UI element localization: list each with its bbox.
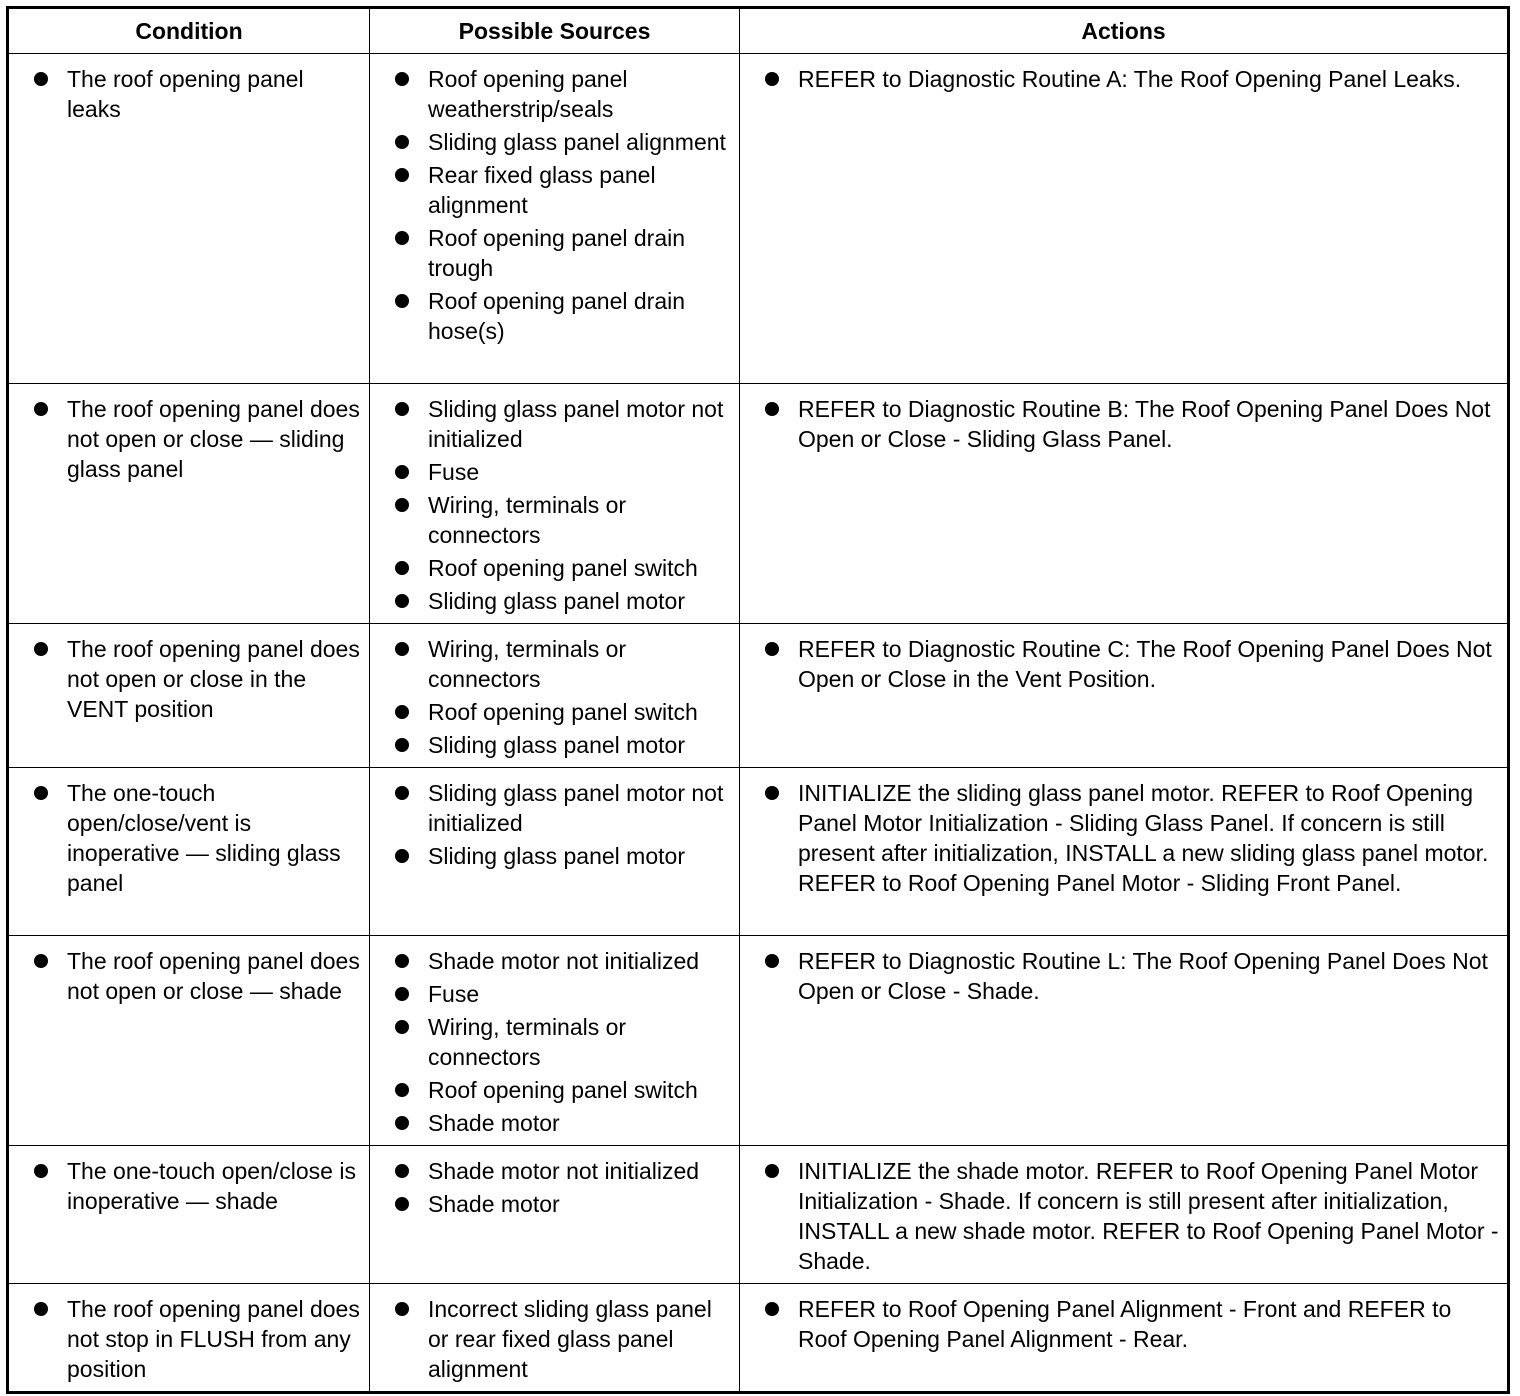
list-item — [392, 730, 731, 760]
source-text: Wiring, terminals or connectors — [428, 636, 627, 692]
source-text: Shade motor — [428, 1110, 560, 1136]
sources-cell — [370, 624, 740, 768]
list-item — [31, 64, 361, 124]
table-row — [8, 54, 1509, 384]
condition-cell — [8, 54, 370, 384]
source-text: Roof opening panel switch — [428, 555, 698, 581]
bullet-icon — [765, 642, 779, 656]
list-item — [392, 490, 731, 550]
source-text: Incorrect sliding glass panel or rear fixed glass panel alignment — [428, 1296, 712, 1382]
list-item — [392, 394, 731, 454]
condition-text: The roof opening panel does not stop in FLUSH from any position — [67, 1296, 360, 1382]
bullet-icon — [395, 786, 409, 800]
bullet-icon — [765, 1164, 779, 1178]
bullet-icon — [34, 402, 48, 416]
bullet-icon — [395, 402, 409, 416]
table-row — [8, 1284, 1509, 1393]
condition-cell — [8, 936, 370, 1146]
action-text: REFER to Diagnostic Routine C: The Roof Opening Panel Does Not Open or Close in the Vent Position. — [798, 636, 1492, 692]
actions-cell — [740, 54, 1509, 384]
source-text: Sliding glass panel motor — [428, 843, 685, 869]
bullet-icon — [34, 1164, 48, 1178]
sources-cell — [370, 1284, 740, 1393]
source-text: Sliding glass panel alignment — [428, 129, 726, 155]
source-text: Wiring, terminals or connectors — [428, 492, 627, 548]
bullet-icon — [765, 402, 779, 416]
source-text: Sliding glass panel motor not initialized — [428, 780, 724, 836]
list-item — [762, 394, 1499, 454]
source-text: Roof opening panel drain trough — [428, 225, 686, 281]
source-text: Shade motor not initialized — [428, 1158, 700, 1184]
list-item — [392, 127, 731, 157]
bullet-icon — [34, 72, 48, 86]
bullet-icon — [395, 1020, 409, 1034]
list-item — [762, 64, 1499, 94]
condition-text: The roof opening panel leaks — [67, 66, 304, 122]
symptom-chart-table — [6, 6, 1510, 1394]
source-text: Sliding glass panel motor — [428, 588, 685, 614]
bullet-icon — [765, 954, 779, 968]
sources-cell — [370, 54, 740, 384]
bullet-icon — [395, 1116, 409, 1130]
bullet-icon — [395, 231, 409, 245]
list-item — [392, 553, 731, 583]
actions-cell — [740, 768, 1509, 936]
list-item — [392, 64, 731, 124]
source-text: Sliding glass panel motor not initialized — [428, 396, 724, 452]
bullet-icon — [395, 561, 409, 575]
bullet-icon — [395, 168, 409, 182]
list-item — [392, 286, 731, 346]
list-item — [762, 946, 1499, 1006]
list-item — [31, 1294, 361, 1384]
list-item — [392, 1156, 731, 1186]
condition-text: The roof opening panel does not open or close — shade — [67, 948, 360, 1004]
list-item — [392, 457, 731, 487]
source-text: Roof opening panel drain hose(s) — [428, 288, 686, 344]
source-text: Roof opening panel switch — [428, 699, 698, 725]
bullet-icon — [395, 954, 409, 968]
actions-cell — [740, 1284, 1509, 1393]
bullet-icon — [395, 498, 409, 512]
bullet-icon — [395, 987, 409, 1001]
list-item — [31, 634, 361, 724]
condition-cell — [8, 1146, 370, 1284]
list-item — [392, 1075, 731, 1105]
bullet-icon — [395, 738, 409, 752]
bullet-icon — [395, 1164, 409, 1178]
list-item — [31, 1156, 361, 1216]
bullet-icon — [395, 1302, 409, 1316]
list-item — [31, 946, 361, 1006]
list-item — [392, 841, 731, 871]
actions-cell — [740, 1146, 1509, 1284]
list-item — [762, 634, 1499, 694]
list-item — [392, 1108, 731, 1138]
source-text: Shade motor not initialized — [428, 948, 700, 974]
list-item — [392, 634, 731, 694]
list-item — [762, 1294, 1499, 1354]
condition-text: The roof opening panel does not open or close in the VENT position — [67, 636, 360, 722]
actions-cell — [740, 624, 1509, 768]
list-item — [392, 979, 731, 1009]
table-row — [8, 624, 1509, 768]
list-item — [762, 1156, 1499, 1276]
sources-cell — [370, 768, 740, 936]
source-text: Rear fixed glass panel alignment — [428, 162, 656, 218]
table-row — [8, 384, 1509, 624]
list-item — [392, 946, 731, 976]
bullet-icon — [395, 705, 409, 719]
sources-header: Possible Sources — [370, 8, 740, 54]
actions-header: Actions — [740, 8, 1509, 54]
bullet-icon — [765, 1302, 779, 1316]
bullet-icon — [395, 72, 409, 86]
bullet-icon — [395, 465, 409, 479]
source-text: Fuse — [428, 459, 480, 485]
list-item — [392, 1189, 731, 1219]
table-row — [8, 936, 1509, 1146]
source-text: Roof opening panel weatherstrip/seals — [428, 66, 628, 122]
table-row — [8, 1146, 1509, 1284]
table-row — [8, 768, 1509, 936]
list-item — [392, 160, 731, 220]
sources-cell — [370, 936, 740, 1146]
actions-cell — [740, 936, 1509, 1146]
bullet-icon — [34, 786, 48, 800]
sources-cell — [370, 1146, 740, 1284]
list-item — [31, 394, 361, 484]
bullet-icon — [765, 72, 779, 86]
source-text: Shade motor — [428, 1191, 560, 1217]
list-item — [31, 778, 361, 898]
action-text: INITIALIZE the shade motor. REFER to Roof Opening Panel Motor Initialization - Shade. If concern is still present after initialization, INSTALL a new shade motor. REFER to Roof Opening Panel Motor - Shade. — [798, 1158, 1499, 1274]
list-item — [392, 586, 731, 616]
list-item — [392, 697, 731, 727]
action-text: REFER to Diagnostic Routine A: The Roof Opening Panel Leaks. — [798, 66, 1462, 92]
source-text: Fuse — [428, 981, 480, 1007]
action-text: REFER to Diagnostic Routine B: The Roof Opening Panel Does Not Open or Close - Sliding Glass Panel. — [798, 396, 1491, 452]
bullet-icon — [395, 1083, 409, 1097]
bullet-icon — [34, 642, 48, 656]
source-text: Wiring, terminals or connectors — [428, 1014, 627, 1070]
sources-cell — [370, 384, 740, 624]
bullet-icon — [395, 1197, 409, 1211]
condition-header: Condition — [8, 8, 370, 54]
bullet-icon — [395, 135, 409, 149]
bullet-icon — [395, 849, 409, 863]
list-item — [392, 223, 731, 283]
bullet-icon — [34, 954, 48, 968]
list-item — [392, 1012, 731, 1072]
bullet-icon — [395, 294, 409, 308]
bullet-icon — [395, 594, 409, 608]
condition-cell — [8, 768, 370, 936]
condition-cell — [8, 624, 370, 768]
action-text: REFER to Roof Opening Panel Alignment - Front and REFER to Roof Opening Panel Alignment - Rear. — [798, 1296, 1452, 1352]
condition-text: The roof opening panel does not open or close — sliding glass panel — [67, 396, 360, 482]
action-text: INITIALIZE the sliding glass panel motor. REFER to Roof Opening Panel Motor Initialization - Sliding Glass Panel. If concern is still present after initialization, INSTALL a new sliding glass panel motor. REFER to Roof Opening Panel Motor - Sliding Front Panel. — [798, 780, 1489, 896]
header-row — [8, 8, 1509, 54]
source-text: Roof opening panel switch — [428, 1077, 698, 1103]
condition-cell — [8, 1284, 370, 1393]
bullet-icon — [765, 786, 779, 800]
source-text: Sliding glass panel motor — [428, 732, 685, 758]
condition-cell — [8, 384, 370, 624]
condition-text: The one-touch open/close is inoperative — shade — [67, 1158, 356, 1214]
bullet-icon — [34, 1302, 48, 1316]
list-item — [762, 778, 1499, 898]
list-item — [392, 1294, 731, 1384]
list-item — [392, 778, 731, 838]
condition-text: The one-touch open/close/vent is inoperative — sliding glass panel — [67, 780, 341, 896]
action-text: REFER to Diagnostic Routine L: The Roof Opening Panel Does Not Open or Close - Shade. — [798, 948, 1488, 1004]
actions-cell — [740, 384, 1509, 624]
bullet-icon — [395, 642, 409, 656]
